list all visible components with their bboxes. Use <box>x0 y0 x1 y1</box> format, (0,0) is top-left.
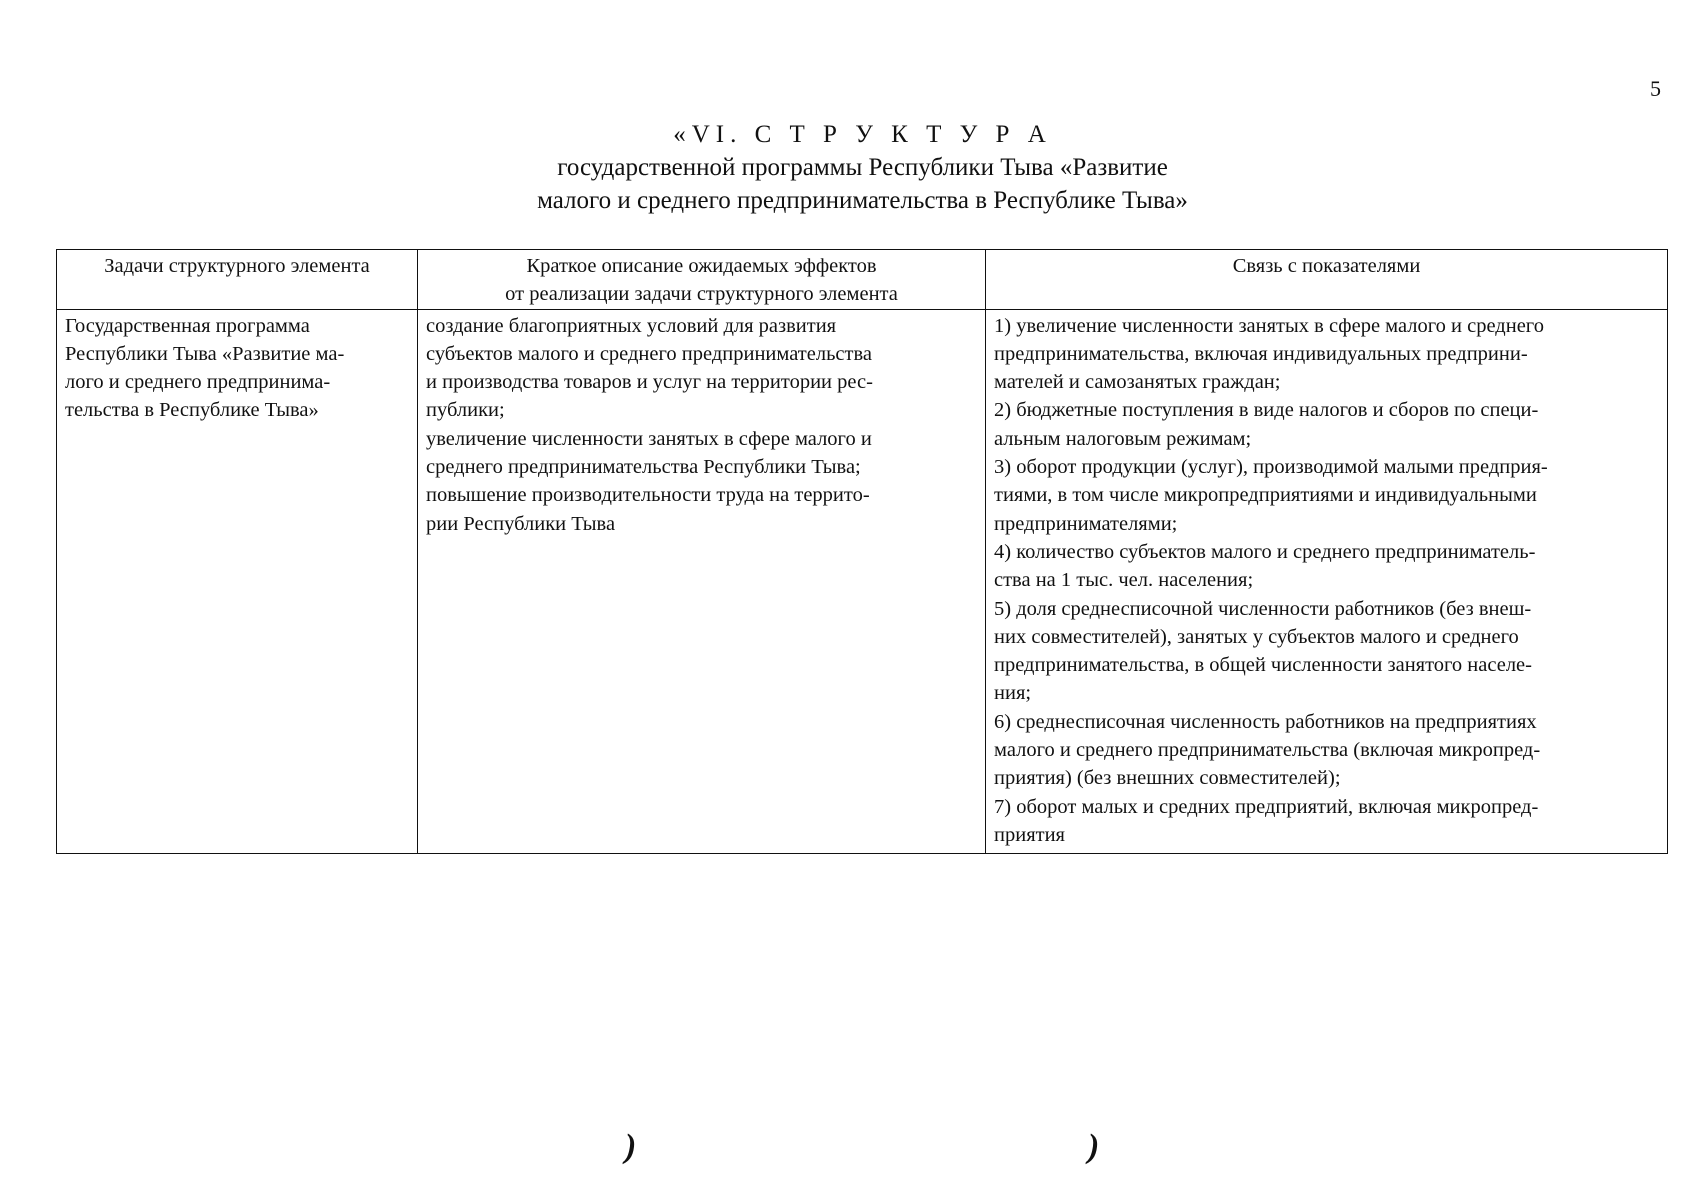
cell-line: публики; <box>426 399 505 422</box>
header-tasks <box>57 250 418 310</box>
cell-line: малого и среднего предпринимательства (включая микропред- <box>994 739 1541 762</box>
cell-line: 2) бюджетные поступления в виде налогов и сборов по специ- <box>994 399 1539 422</box>
header-effects-line: Краткое описание ожидаемых эффектов <box>526 255 877 277</box>
cell-line: рии Республики Тыва <box>426 512 616 535</box>
cell-line: приятия <box>994 823 1065 846</box>
cell-tasks <box>57 309 418 853</box>
header-indicators-line: Связь с показателями <box>1232 255 1421 277</box>
cell-line: среднего предпринимательства Республики Тыва; <box>426 456 861 479</box>
cell-indicators <box>986 309 1668 853</box>
section-title <box>0 118 1697 217</box>
cell-line: ства на 1 тыс. чел. населения; <box>994 569 1254 592</box>
cell-line: тиями, в том числе микропредприятиями и индивидуальными <box>994 484 1537 507</box>
cell-line: лого и среднего предпринима- <box>65 371 331 394</box>
table-header-row <box>57 250 1668 310</box>
cell-line: 6) среднесписочная численность работников на предприятиях <box>994 710 1537 733</box>
cell-line: предпринимателями; <box>994 512 1178 535</box>
cell-line: предпринимательства, включая индивидуальных предприни- <box>994 342 1528 365</box>
cell-line: повышение производительности труда на террито- <box>426 484 870 507</box>
cell-line: 5) доля среднесписочной численности работников (без внеш- <box>994 597 1532 620</box>
table-row <box>57 309 1668 853</box>
cell-line: создание благоприятных условий для развития <box>426 314 837 337</box>
cell-line: 4) количество субъектов малого и среднего предприниматель- <box>994 540 1536 563</box>
cell-line: ния; <box>994 682 1032 705</box>
header-effects-line: от реализации задачи структурного элемента <box>505 283 898 306</box>
cell-line: тельства в Республике Тыва» <box>65 399 319 422</box>
cell-line: них совместителей), занятых у субъектов малого и среднего <box>994 625 1519 648</box>
cell-line: Республики Тыва «Развитие ма- <box>65 342 345 365</box>
header-indicators <box>986 250 1668 310</box>
page-number: 5 <box>1650 76 1661 101</box>
cell-effects <box>418 309 986 853</box>
cell-line: альным налоговым режимам; <box>994 427 1252 450</box>
left-scan-mark: ) <box>625 1128 637 1165</box>
cell-line: 7) оборот малых и средних предприятий, включая микропред- <box>994 795 1539 818</box>
cell-line: и производства товаров и услуг на территории рес- <box>426 371 873 394</box>
cell-line: предпринимательства, в общей численности занятого населе- <box>994 654 1532 677</box>
cell-line: 3) оборот продукции (услуг), производимой малыми предприя- <box>994 456 1548 479</box>
header-effects <box>418 250 986 310</box>
title-line-1: «VI. С Т Р У К Т У Р А <box>673 121 1052 148</box>
title-line-3: малого и среднего предпринимательства в Республике Тыва» <box>537 187 1188 214</box>
cell-line: Государственная программа <box>65 314 310 337</box>
cell-line: 1) увеличение численности занятых в сфере малого и среднего <box>994 314 1544 337</box>
cell-line: приятия) (без внешних совместителей); <box>994 767 1341 790</box>
cell-line: субъектов малого и среднего предпринимательства <box>426 342 872 365</box>
structure-table <box>56 249 1668 854</box>
header-tasks-line: Задачи структурного элемента <box>104 255 370 277</box>
cell-line: мателей и самозанятых граждан; <box>994 371 1281 394</box>
right-scan-mark: ) <box>1088 1128 1100 1165</box>
title-line-2: государственной программы Республики Тыва «Развитие <box>557 154 1168 181</box>
cell-line: увеличение численности занятых в сфере малого и <box>426 427 872 450</box>
